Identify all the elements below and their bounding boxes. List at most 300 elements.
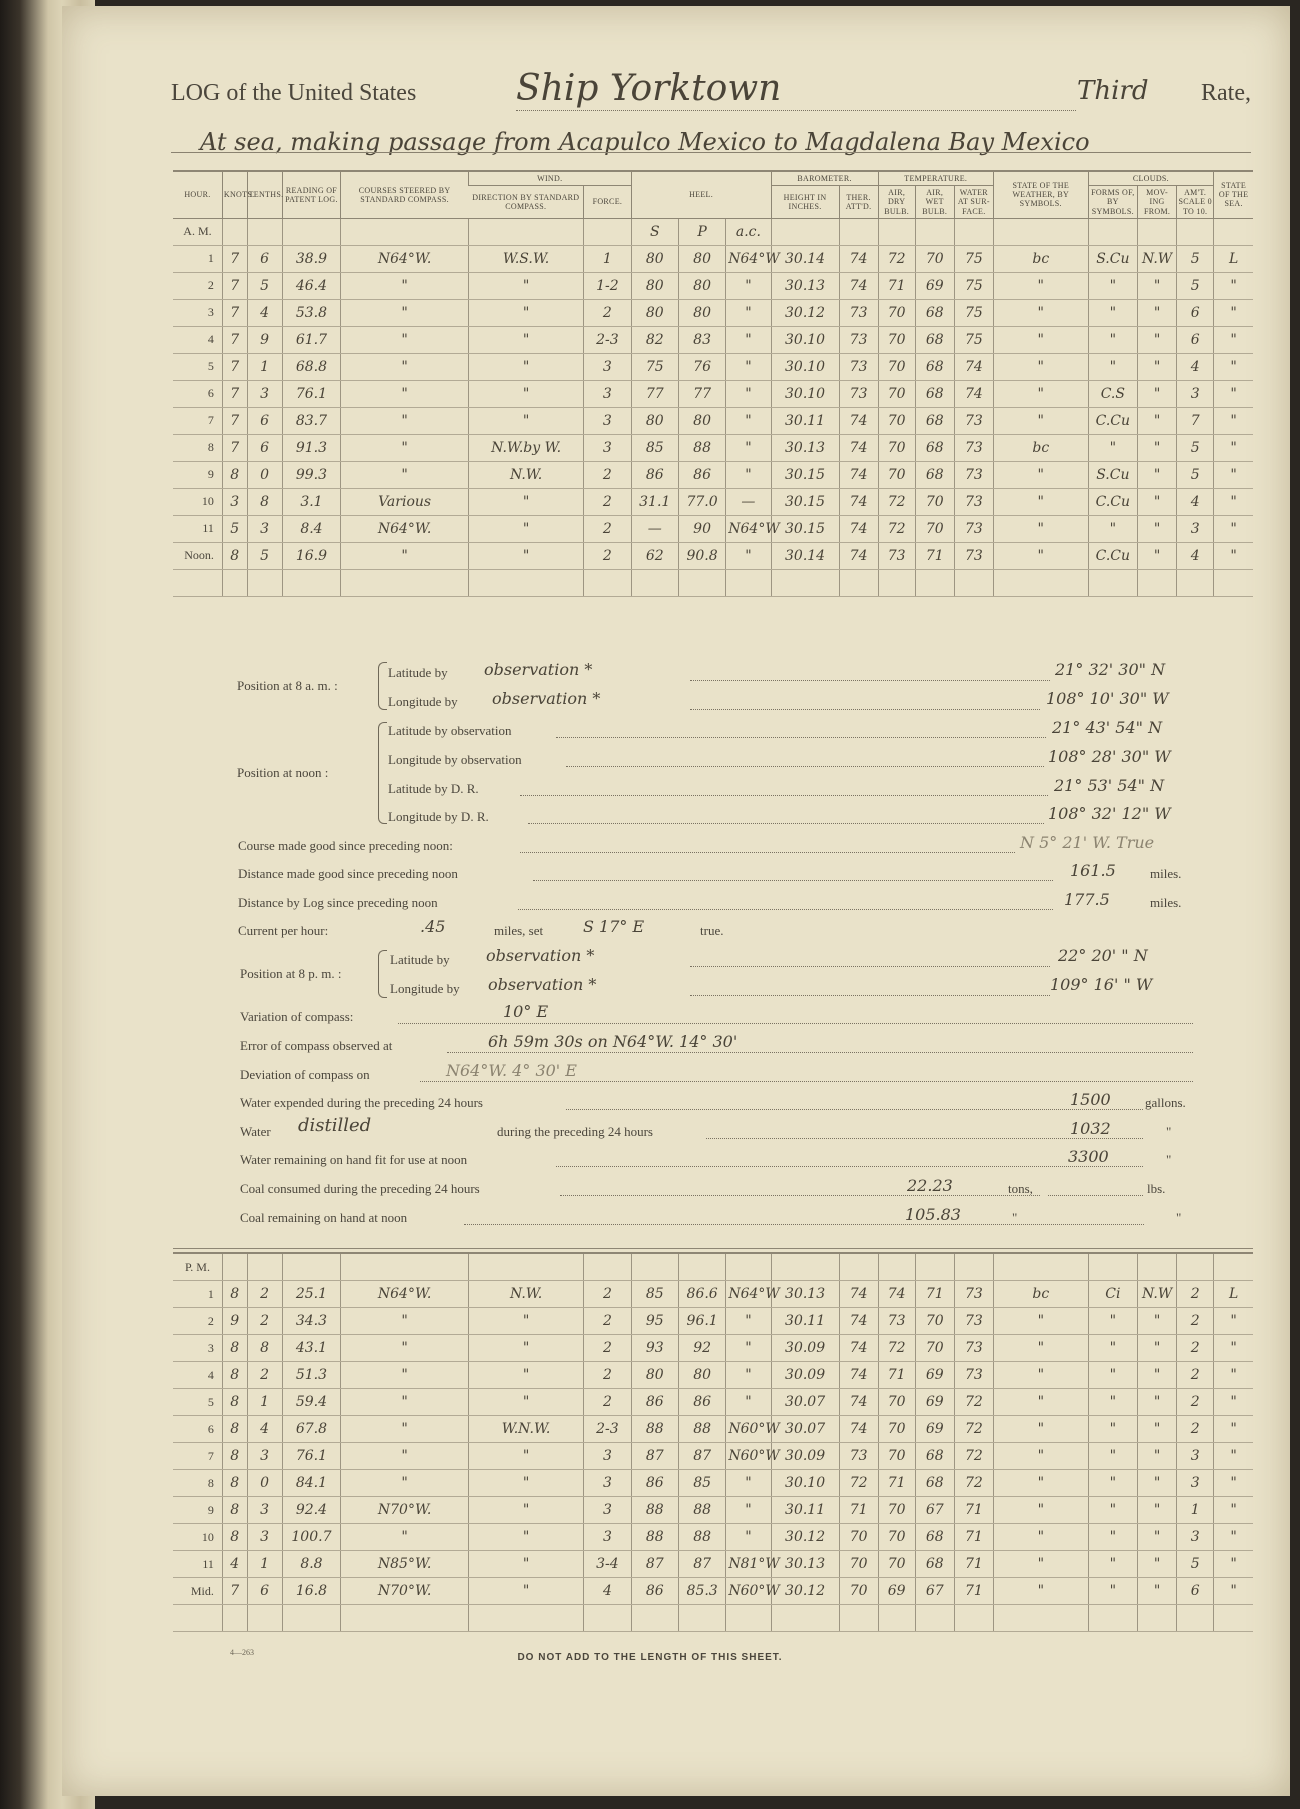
dotted-line [556, 737, 1046, 738]
col-cloud-moving: MOV-ING FROM. [1138, 186, 1177, 219]
cell-sea-state: " [1214, 434, 1253, 461]
cell-sea-state: " [1214, 1497, 1253, 1524]
cell-patent-log: 53.8 [282, 299, 341, 326]
cell-heel-ac: " [726, 461, 771, 488]
cell-knots: 8 [222, 1389, 247, 1416]
cell-baro-ther: 74 [839, 1389, 878, 1416]
cell-knots: 8 [222, 1335, 247, 1362]
cell-knots: 8 [222, 1443, 247, 1470]
am8-lat-method: observation * [484, 660, 593, 679]
dotted-line [533, 880, 1053, 881]
cell-weather: " [993, 1389, 1088, 1416]
am-log-row [173, 326, 1253, 353]
col-air-dry: AIR, DRY BULB. [878, 186, 915, 219]
current-value: .45 [420, 917, 446, 936]
cell-hour: 1 [173, 1281, 222, 1308]
cell-heel-p: 77 [678, 380, 725, 407]
cell-hour: Noon. [173, 542, 222, 569]
cell-water-temp: 73 [954, 407, 993, 434]
cell-tenths: 2 [247, 1308, 282, 1335]
cell-heel-s: 88 [631, 1497, 678, 1524]
cell-air-dry: 73 [878, 1308, 915, 1335]
cell-wind-force: 3 [584, 380, 631, 407]
cell-cloud-forms: " [1088, 299, 1137, 326]
col-cloud-forms: FORMS OF, BY SYMBOLS. [1088, 186, 1137, 219]
cell-air-dry: 70 [878, 434, 915, 461]
heel-subhead: P [678, 218, 725, 245]
cell-patent-log: 43.1 [282, 1335, 341, 1362]
cell-sea-state: " [1214, 1524, 1253, 1551]
cell-wind-direction: " [468, 1335, 583, 1362]
cell-wind-force: 2 [584, 515, 631, 542]
cell-cloud-amount: 1 [1177, 1497, 1214, 1524]
cell-wind-force: 2 [584, 542, 631, 569]
cell-cloud-amount: 5 [1177, 245, 1214, 272]
water-distilled-label: during the preceding 24 hours [497, 1124, 653, 1139]
dotted-line [566, 1109, 1143, 1110]
cell-air-dry: 70 [878, 1443, 915, 1470]
cell-tenths: 0 [247, 461, 282, 488]
cell-knots: 7 [222, 353, 247, 380]
cell-air-dry: 73 [878, 542, 915, 569]
cell-knots: 7 [222, 1578, 247, 1605]
cell-baro-height: 30.14 [771, 542, 839, 569]
ship-rate-value: Third [1077, 76, 1149, 106]
cell-wind-direction: " [468, 326, 583, 353]
cell-cloud-forms: " [1088, 326, 1137, 353]
cell-wind-force: 3 [584, 353, 631, 380]
am-log-row [173, 515, 1253, 542]
cell-hour: 5 [173, 1389, 222, 1416]
cell-heel-ac: " [726, 1497, 771, 1524]
cell-patent-log: 99.3 [282, 461, 341, 488]
cell-knots: 8 [222, 1281, 247, 1308]
cell-heel-ac: " [726, 1389, 771, 1416]
dotted-line [690, 680, 1050, 681]
pm-log-row [173, 1524, 1253, 1551]
cell-heel-p: 87 [678, 1443, 725, 1470]
cell-air-dry: 72 [878, 488, 915, 515]
cell-tenths: 1 [247, 1551, 282, 1578]
cell-tenths: 1 [247, 1389, 282, 1416]
cell-hour: 10 [173, 1524, 222, 1551]
am8-lon-value: 108° 10' 30" W [1046, 689, 1169, 708]
cell-heel-p: 86 [678, 461, 725, 488]
miles-label: miles. [1150, 866, 1182, 881]
gallons-label: gallons. [1145, 1095, 1186, 1110]
position-8pm-label: Position at 8 p. m. : [240, 966, 342, 981]
cell-course: " [341, 434, 469, 461]
cell-wind-force: 2 [584, 1308, 631, 1335]
cell-knots: 7 [222, 380, 247, 407]
dotted-line [566, 766, 1044, 767]
cell-baro-height: 30.09 [771, 1443, 839, 1470]
cell-heel-p: 85 [678, 1470, 725, 1497]
cell-cloud-amount: 3 [1177, 1443, 1214, 1470]
distance-good-value: 161.5 [1070, 861, 1116, 880]
cell-heel-p: 80 [678, 299, 725, 326]
form-number: 4—263 [230, 1648, 254, 1657]
cell-cloud-amount: 6 [1177, 299, 1214, 326]
cell-patent-log: 8.8 [282, 1551, 341, 1578]
cell-baro-height: 30.12 [771, 1524, 839, 1551]
cell-course: " [341, 272, 469, 299]
cell-baro-height: 30.10 [771, 1470, 839, 1497]
cell-hour: 9 [173, 461, 222, 488]
cell-patent-log: 16.9 [282, 542, 341, 569]
cell-wind-force: 3 [584, 434, 631, 461]
cell-patent-log: 3.1 [282, 488, 341, 515]
cell-baro-height: 30.13 [771, 1551, 839, 1578]
cell-cloud-moving: " [1138, 515, 1177, 542]
cell-patent-log: 84.1 [282, 1470, 341, 1497]
cell-baro-ther: 74 [839, 1308, 878, 1335]
cell-patent-log: 46.4 [282, 272, 341, 299]
cell-heel-s: 80 [631, 272, 678, 299]
cell-air-wet: 68 [915, 1551, 954, 1578]
cell-cloud-moving: " [1138, 380, 1177, 407]
cell-wind-direction: " [468, 353, 583, 380]
cell-baro-height: 30.09 [771, 1335, 839, 1362]
dotted-line [690, 995, 1050, 996]
cell-weather: " [993, 1308, 1088, 1335]
cell-baro-height: 30.07 [771, 1389, 839, 1416]
cell-cloud-moving: " [1138, 434, 1177, 461]
cell-wind-direction: " [468, 1497, 583, 1524]
cell-course: " [341, 1335, 469, 1362]
cell-knots: 8 [222, 1470, 247, 1497]
cell-baro-height: 30.11 [771, 1497, 839, 1524]
am-log-row [173, 461, 1253, 488]
water-expended-label: Water expended during the preceding 24 hours [240, 1095, 483, 1110]
cell-heel-ac: " [726, 1335, 771, 1362]
cell-cloud-amount: 5 [1177, 434, 1214, 461]
cell-patent-log: 68.8 [282, 353, 341, 380]
cell-cloud-amount: 4 [1177, 542, 1214, 569]
cell-wind-direction: " [468, 1524, 583, 1551]
cell-course: " [341, 326, 469, 353]
dotted-line [398, 1023, 1193, 1024]
cell-heel-ac: " [726, 299, 771, 326]
cell-heel-p: 80 [678, 407, 725, 434]
cell-air-wet: 71 [915, 1281, 954, 1308]
cell-heel-ac: " [726, 353, 771, 380]
cell-heel-ac: " [726, 542, 771, 569]
cell-cloud-amount: 3 [1177, 380, 1214, 407]
cell-air-dry: 69 [878, 1578, 915, 1605]
cell-knots: 8 [222, 542, 247, 569]
cell-heel-ac: " [726, 326, 771, 353]
cell-cloud-forms: Ci [1088, 1281, 1137, 1308]
cell-heel-s: 86 [631, 461, 678, 488]
cell-wind-direction: N.W.by W. [468, 434, 583, 461]
cell-weather: " [993, 515, 1088, 542]
cell-course: N64°W. [341, 515, 469, 542]
cell-cloud-moving: " [1138, 1389, 1177, 1416]
deviation-label: Deviation of compass on [240, 1067, 370, 1082]
am-log-row [173, 434, 1253, 461]
cell-heel-s: 88 [631, 1416, 678, 1443]
cell-air-wet: 68 [915, 461, 954, 488]
cell-baro-ther: 70 [839, 1524, 878, 1551]
cell-hour: 4 [173, 1362, 222, 1389]
cell-air-dry: 70 [878, 353, 915, 380]
cell-cloud-forms: " [1088, 1362, 1137, 1389]
noon-lon-dr-label: Longitude by D. R. [388, 809, 489, 824]
compass-error-value: 6h 59m 30s on N64°W. 14° 30' [488, 1032, 738, 1051]
cell-baro-ther: 73 [839, 380, 878, 407]
cell-cloud-amount: 6 [1177, 1578, 1214, 1605]
cell-patent-log: 100.7 [282, 1524, 341, 1551]
water-distilled-value: 1032 [1070, 1119, 1111, 1138]
cell-air-wet: 70 [915, 1335, 954, 1362]
noon-lat-obs-value: 21° 43' 54" N [1052, 718, 1163, 737]
blank-row [173, 1605, 1253, 1632]
cell-knots: 7 [222, 434, 247, 461]
cell-cloud-moving: " [1138, 1362, 1177, 1389]
cell-knots: 8 [222, 1524, 247, 1551]
cell-cloud-moving: " [1138, 1524, 1177, 1551]
cell-wind-force: 1-2 [584, 272, 631, 299]
cell-cloud-forms: " [1088, 1416, 1137, 1443]
cell-water-temp: 71 [954, 1497, 993, 1524]
cell-baro-height: 30.15 [771, 515, 839, 542]
cell-heel-ac: " [726, 1308, 771, 1335]
cell-cloud-forms: " [1088, 1470, 1137, 1497]
cell-baro-ther: 71 [839, 1497, 878, 1524]
cell-sea-state: L [1214, 245, 1253, 272]
noon-lat-dr-label: Latitude by D. R. [388, 781, 479, 796]
cell-heel-s: 86 [631, 1470, 678, 1497]
cell-wind-direction: " [468, 1551, 583, 1578]
heel-subhead: a.c. [726, 218, 771, 245]
cell-air-dry: 71 [878, 272, 915, 299]
cell-baro-ther: 73 [839, 299, 878, 326]
cell-wind-force: 3 [584, 407, 631, 434]
cell-patent-log: 92.4 [282, 1497, 341, 1524]
cell-sea-state: " [1214, 1362, 1253, 1389]
cell-patent-log: 83.7 [282, 407, 341, 434]
cell-heel-p: 85.3 [678, 1578, 725, 1605]
cell-air-dry: 74 [878, 1281, 915, 1308]
cell-weather: " [993, 380, 1088, 407]
cell-cloud-forms: C.Cu [1088, 407, 1137, 434]
water-expended-value: 1500 [1070, 1090, 1111, 1109]
cell-patent-log: 38.9 [282, 245, 341, 272]
cell-sea-state: " [1214, 272, 1253, 299]
cell-cloud-amount: 2 [1177, 1308, 1214, 1335]
dotted-line [690, 966, 1050, 967]
cell-sea-state: " [1214, 1308, 1253, 1335]
cell-course: " [341, 1416, 469, 1443]
cell-hour: 9 [173, 1497, 222, 1524]
cell-cloud-moving: " [1138, 1335, 1177, 1362]
cell-heel-s: 88 [631, 1524, 678, 1551]
cell-air-wet: 68 [915, 1443, 954, 1470]
cell-water-temp: 73 [954, 1281, 993, 1308]
cell-water-temp: 72 [954, 1470, 993, 1497]
cell-cloud-amount: 4 [1177, 488, 1214, 515]
cell-heel-p: 92 [678, 1335, 725, 1362]
col-sea: STATE OF THE SEA. [1214, 171, 1253, 218]
cell-baro-height: 30.12 [771, 1578, 839, 1605]
cell-air-wet: 71 [915, 542, 954, 569]
cell-sea-state: " [1214, 407, 1253, 434]
cell-patent-log: 91.3 [282, 434, 341, 461]
cell-baro-ther: 73 [839, 326, 878, 353]
cell-heel-s: 93 [631, 1335, 678, 1362]
cell-tenths: 6 [247, 434, 282, 461]
cell-knots: 5 [222, 515, 247, 542]
cell-wind-force: 1 [584, 245, 631, 272]
cell-cloud-moving: " [1138, 1578, 1177, 1605]
cell-sea-state: " [1214, 1578, 1253, 1605]
brace-noon [378, 722, 387, 824]
cell-heel-s: 85 [631, 1281, 678, 1308]
noon-lon-dr-value: 108° 32' 12" W [1048, 804, 1171, 823]
col-weather: STATE OF THE WEATHER, BY SYMBOLS. [993, 171, 1088, 218]
cell-heel-p: 80 [678, 272, 725, 299]
cell-hour: 2 [173, 1308, 222, 1335]
cell-knots: 4 [222, 1551, 247, 1578]
cell-heel-ac: " [726, 434, 771, 461]
cell-baro-height: 30.11 [771, 407, 839, 434]
cell-heel-p: 96.1 [678, 1308, 725, 1335]
cell-knots: 9 [222, 1308, 247, 1335]
cell-baro-ther: 70 [839, 1578, 878, 1605]
cell-wind-force: 2 [584, 299, 631, 326]
footer-note: DO NOT ADD TO THE LENGTH OF THIS SHEET. [517, 1652, 783, 1663]
voyage-underline [171, 152, 1251, 153]
ship-name: Ship Yorktown [516, 68, 782, 109]
cell-baro-ther: 74 [839, 1281, 878, 1308]
cell-air-wet: 70 [915, 1308, 954, 1335]
cell-heel-ac: " [726, 407, 771, 434]
cell-cloud-forms: " [1088, 272, 1137, 299]
cell-cloud-amount: 2 [1177, 1362, 1214, 1389]
ditto-mark: " [1176, 1210, 1182, 1225]
dotted-line [690, 709, 1040, 710]
cell-hour: 4 [173, 326, 222, 353]
cell-air-wet: 67 [915, 1497, 954, 1524]
pm-table-rule [173, 1248, 1253, 1249]
cell-heel-ac: " [726, 272, 771, 299]
cell-patent-log: 76.1 [282, 380, 341, 407]
col-cloud-amount: AM'T. SCALE 0 TO 10. [1177, 186, 1214, 219]
cell-baro-ther: 74 [839, 1335, 878, 1362]
cell-water-temp: 75 [954, 326, 993, 353]
cell-baro-ther: 74 [839, 461, 878, 488]
cell-tenths: 6 [247, 407, 282, 434]
cell-water-temp: 75 [954, 299, 993, 326]
am-log-row [173, 380, 1253, 407]
cell-weather: " [993, 1578, 1088, 1605]
cell-baro-height: 30.12 [771, 299, 839, 326]
cell-sea-state: " [1214, 353, 1253, 380]
cell-cloud-moving: " [1138, 1497, 1177, 1524]
cell-air-dry: 70 [878, 1416, 915, 1443]
pm8-lat-method: observation * [486, 946, 595, 965]
cell-course: " [341, 1362, 469, 1389]
cell-air-dry: 70 [878, 461, 915, 488]
cell-weather: " [993, 1416, 1088, 1443]
cell-sea-state: " [1214, 1443, 1253, 1470]
cell-cloud-amount: 3 [1177, 1524, 1214, 1551]
water-remaining-value: 3300 [1068, 1147, 1109, 1166]
col-patent-log: READING OF PATENT LOG. [282, 171, 341, 218]
cell-heel-s: 87 [631, 1443, 678, 1470]
cell-course: N64°W. [341, 1281, 469, 1308]
cell-heel-ac: N60°W [726, 1578, 771, 1605]
heel-subhead: S [631, 218, 678, 245]
cell-knots: 7 [222, 299, 247, 326]
cell-heel-s: 77 [631, 380, 678, 407]
water-label: Water [240, 1124, 271, 1139]
cell-sea-state: " [1214, 1335, 1253, 1362]
dotted-line [520, 795, 1048, 796]
distance-log-value: 177.5 [1064, 890, 1110, 909]
pm-log-row [173, 1308, 1253, 1335]
cell-hour: Mid. [173, 1578, 222, 1605]
cell-heel-p: 90.8 [678, 542, 725, 569]
cell-cloud-forms: C.Cu [1088, 542, 1137, 569]
cell-weather: " [993, 1470, 1088, 1497]
cell-course: " [341, 299, 469, 326]
current-true-label: true. [700, 923, 724, 938]
cell-cloud-forms: " [1088, 1443, 1137, 1470]
cell-patent-log: 76.1 [282, 1443, 341, 1470]
cell-water-temp: 72 [954, 1443, 993, 1470]
cell-hour: 11 [173, 1551, 222, 1578]
pm-log-row [173, 1551, 1253, 1578]
pm-section-label: P. M. [173, 1253, 222, 1281]
cell-tenths: 3 [247, 380, 282, 407]
cell-weather: " [993, 326, 1088, 353]
cell-heel-s: 80 [631, 1362, 678, 1389]
dotted-line [518, 909, 1053, 910]
cell-wind-direction: " [468, 380, 583, 407]
miles-label: miles. [1150, 895, 1182, 910]
cell-knots: 8 [222, 1416, 247, 1443]
cell-tenths: 6 [247, 1578, 282, 1605]
distance-log-label: Distance by Log since preceding noon [238, 895, 438, 910]
pm8-lat-value: 22° 20' " N [1058, 946, 1148, 965]
brace-8am [378, 662, 387, 710]
cell-sea-state: " [1214, 326, 1253, 353]
coal-consumed-label: Coal consumed during the preceding 24 hours [240, 1181, 480, 1196]
cell-hour: 3 [173, 299, 222, 326]
cell-tenths: 8 [247, 1335, 282, 1362]
cell-cloud-forms: " [1088, 515, 1137, 542]
cell-wind-direction: " [468, 407, 583, 434]
cell-weather: " [993, 353, 1088, 380]
cell-heel-ac: N64°W [726, 1281, 771, 1308]
cell-patent-log: 67.8 [282, 1416, 341, 1443]
cell-heel-ac: " [726, 380, 771, 407]
cell-wind-force: 2 [584, 1389, 631, 1416]
cell-heel-s: 80 [631, 407, 678, 434]
cell-tenths: 2 [247, 1281, 282, 1308]
pm-log-row [173, 1335, 1253, 1362]
cell-hour: 6 [173, 1416, 222, 1443]
cell-cloud-moving: " [1138, 299, 1177, 326]
cell-baro-ther: 74 [839, 245, 878, 272]
cell-hour: 6 [173, 380, 222, 407]
cell-baro-ther: 74 [839, 488, 878, 515]
cell-water-temp: 72 [954, 1389, 993, 1416]
cell-air-dry: 71 [878, 1470, 915, 1497]
coal-remaining-value: 105.83 [905, 1205, 961, 1224]
